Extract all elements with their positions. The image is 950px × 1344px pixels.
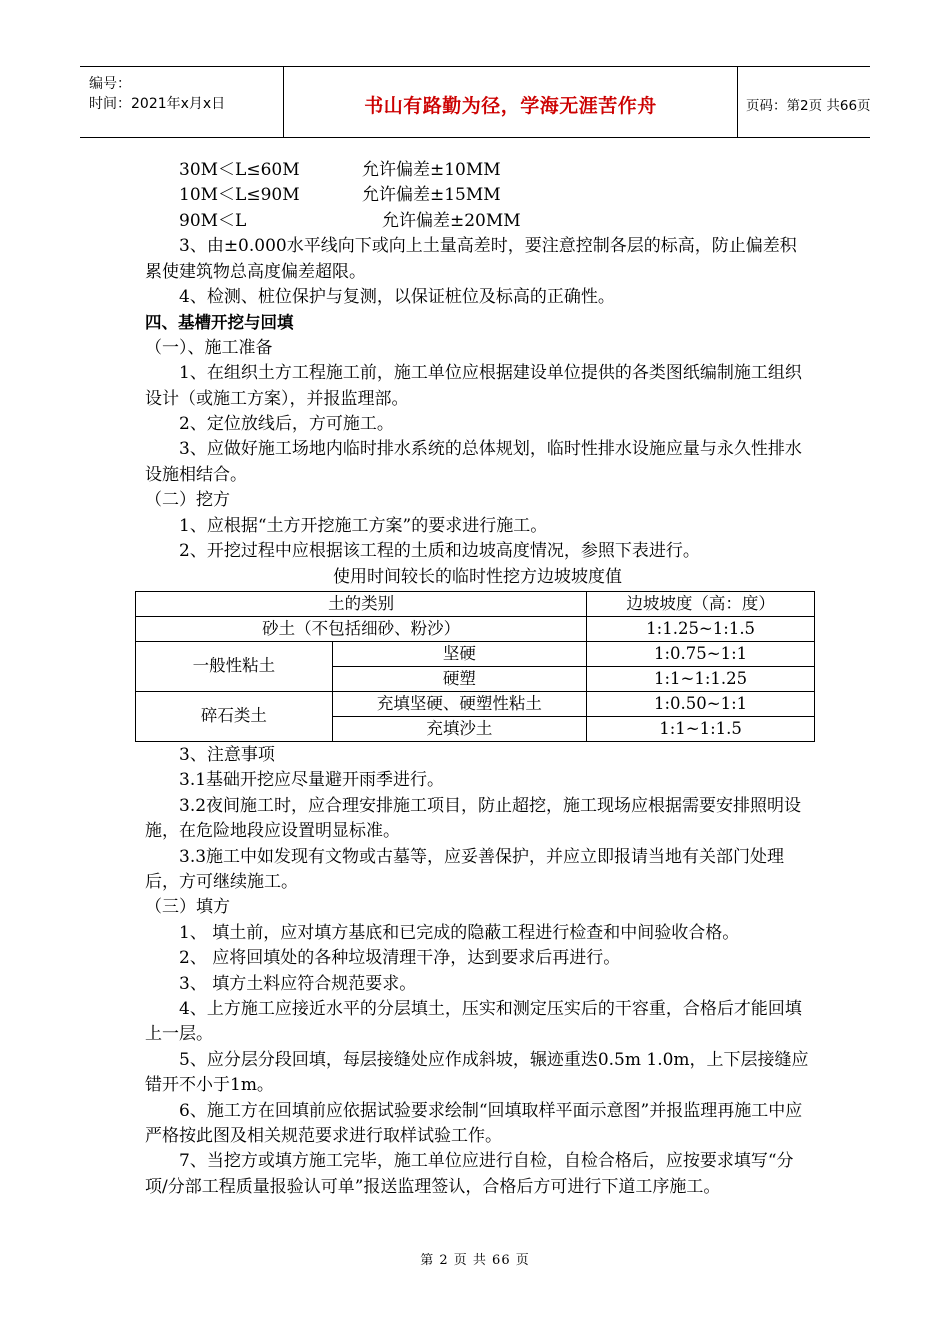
table-cell: 1:0.50~1:1	[587, 691, 815, 716]
table-cell: 1:0.75~1:1	[587, 641, 815, 666]
table-cell: 砂土（不包括细砂、粉沙）	[136, 616, 587, 641]
paragraph: 1、 填土前，应对填方基底和已完成的隐蔽工程进行检查和中间验收合格。	[179, 922, 740, 943]
paragraph: 3.1基础开挖应尽量避开雨季进行。	[179, 770, 445, 791]
page-footer: 第 2 页 共 66 页	[420, 1253, 530, 1268]
section-title: 四、基槽开挖与回填	[145, 313, 294, 333]
table-cell: 充填坚硬、硬塑性粘土	[332, 691, 587, 716]
table-header-cell: 边坡坡度（高：度）	[587, 591, 815, 616]
tolerance-range: 90M＜L	[179, 210, 247, 231]
table-row	[136, 691, 815, 716]
tolerance-value: 允许偏差±20MM	[382, 210, 521, 231]
slope-table	[135, 591, 815, 742]
tolerance-value: 允许偏差±10MM	[362, 160, 501, 180]
tolerance-row	[145, 158, 810, 183]
motto: 书山有路勤为径，学海无涯苦作舟	[364, 95, 657, 117]
document-body	[145, 158, 810, 1200]
page-header	[80, 66, 870, 138]
tolerance-row	[145, 209, 810, 234]
paragraph: 2、开挖过程中应根据该工程的土质和边坡高度情况，参照下表进行。	[179, 541, 700, 562]
tolerance-range: 10M＜L≤90M	[179, 185, 300, 206]
tolerance-range: 30M＜L≤60M	[179, 160, 300, 180]
table-cell: 硬塑	[332, 666, 587, 691]
paragraph: 5、应分层分段回填，每层接缝处应作成斜坡，辗迹重迭0.5m 1.0m，上下层接缝应错开不小于1m。	[145, 1049, 809, 1096]
table-cell: 1:1.25~1:1.5	[587, 616, 815, 641]
table-cell: 1:1~1:1.25	[587, 666, 815, 691]
paragraph: 3.3施工中如发现有文物或古墓等，应妥善保护，并应立即报请当地有关部门处理后，方可继续施工。	[145, 846, 785, 892]
table-cell: 坚硬	[332, 641, 587, 666]
paragraph: 3、由±0.000水平线向下或向上土量高差时，要注意控制各层的标高，防止偏差积累使建筑物总高度偏差超限。	[145, 236, 797, 282]
paragraph: 1、应根据“土方开挖施工方案”的要求进行施工。	[179, 515, 548, 536]
paragraph: 2、定位放线后，方可施工。	[179, 414, 394, 435]
table-cell: 1:1~1:1.5	[587, 716, 815, 741]
tolerance-row	[145, 183, 810, 208]
table-cell: 碎石类土	[136, 691, 333, 741]
table-row	[136, 616, 815, 641]
time-label: 时间：2021年x月x日	[89, 96, 226, 112]
tolerance-value: 允许偏差±15MM	[362, 185, 501, 206]
paragraph: 3.2夜间施工时，应合理安排施工项目，防止超挖，施工现场应根据需要安排照明设施，在危险地段应设置明显标准。	[145, 795, 802, 842]
subsection-title: （二）挖方	[145, 490, 230, 511]
table-cell: 充填沙土	[332, 716, 587, 741]
page-info: 页码：第2页 共66页	[746, 98, 871, 114]
paragraph: 3、应做好施工场地内临时排水系统的总体规划，临时性排水设施应量与永久性排水设施相结合。	[145, 439, 802, 485]
table-cell: 一般性粘土	[136, 641, 333, 691]
header-meta	[80, 67, 284, 137]
subsection-title: （三）填方	[145, 897, 230, 918]
table-row	[136, 641, 815, 666]
code-label: 编号：	[89, 76, 131, 92]
table-header-row	[136, 591, 815, 616]
table-header-cell: 土的类别	[136, 591, 587, 616]
header-motto-cell	[284, 67, 738, 137]
paragraph: 3、注意事项	[179, 744, 275, 765]
subsection-title: （一）、施工准备	[145, 337, 273, 358]
paragraph: 1、在组织土方工程施工前，施工单位应根据建设单位提供的各类图纸编制施工组织设计（或施工方案），并报监理部。	[145, 363, 802, 409]
header-page-cell	[738, 67, 870, 137]
paragraph: 6、施工方在回填前应依据试验要求绘制“回填取样平面示意图”并报监理再施工中应严格按此图及相关规范要求进行取样试验工作。	[145, 1100, 803, 1146]
table-caption: 使用时间较长的临时性挖方边坡坡度值	[333, 566, 622, 587]
paragraph: 2、 应将回填处的各种垃圾清理干净，达到要求后再进行。	[179, 948, 621, 969]
paragraph: 4、上方施工应接近水平的分层填土，压实和测定压实后的干容重，合格后才能回填上一层。	[145, 998, 802, 1045]
paragraph: 7、当挖方或填方施工完毕，施工单位应进行自检，自检合格后，应按要求填写“分项/分部工程质量报验认可单”报送监理签认，合格后方可进行下道工序施工。	[145, 1151, 794, 1197]
paragraph: 4、检测、桩位保护与复测，以保证桩位及标高的正确性。	[179, 287, 615, 308]
paragraph: 3、 填方土料应符合规范要求。	[179, 973, 417, 994]
